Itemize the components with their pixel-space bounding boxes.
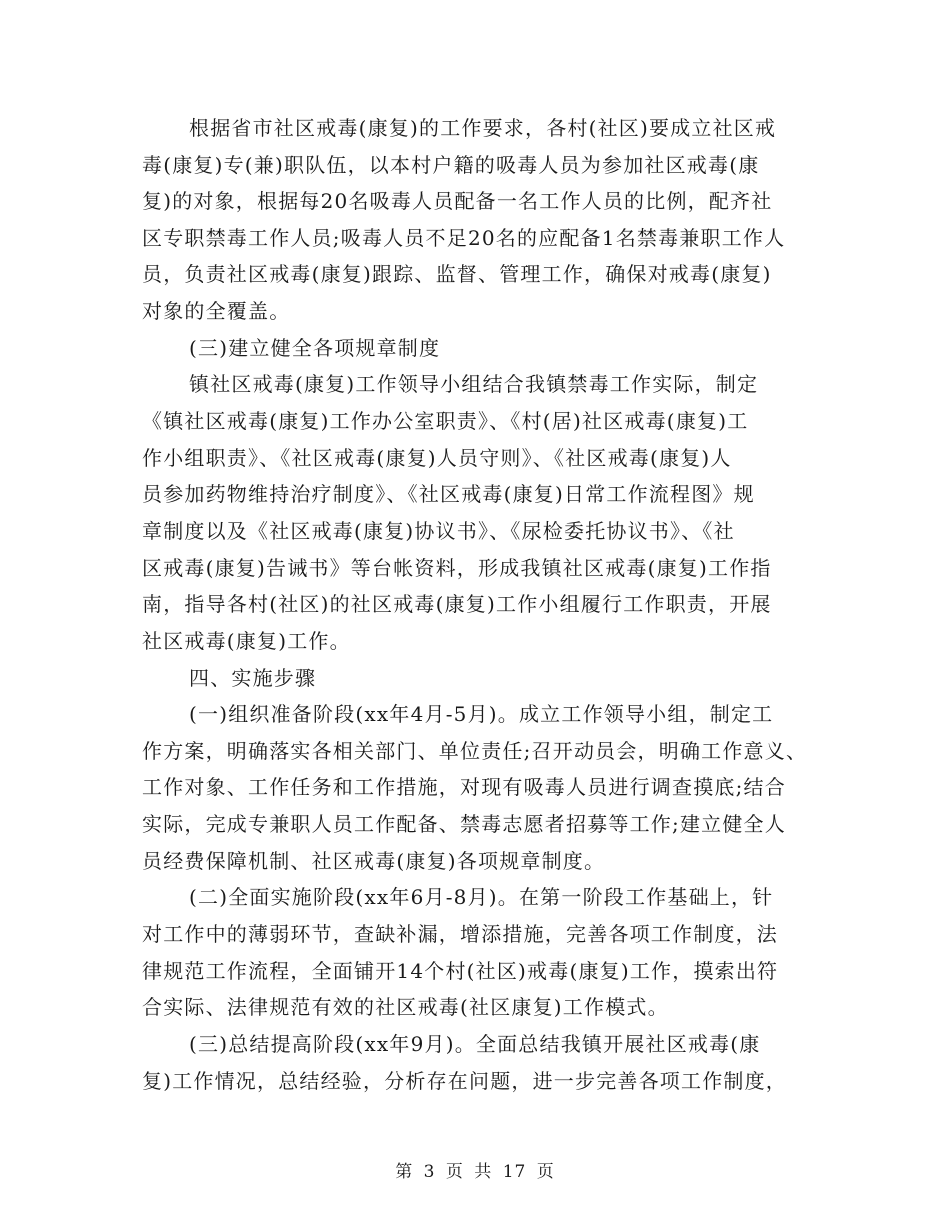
paragraph-line: 根据省市社区戒毒(康复)的工作要求，各村(社区)要成立社区戒: [189, 116, 777, 140]
section-heading: (三)建立健全各项规章制度: [189, 336, 441, 360]
paragraph-line: 南，指导各村(社区)的社区戒毒(康复)工作小组履行工作职责，开展: [142, 592, 772, 616]
page-number-footer: 第 3 页 共 17 页: [395, 1162, 555, 1182]
paragraph-line: 作小组职责》、《社区戒毒(康复)人员守则》、《社区戒毒(康复)人: [142, 446, 732, 470]
paragraph-line: 实际，完成专兼职人员工作配备、禁毒志愿者招募等工作;建立健全人: [142, 812, 786, 836]
paragraph-line: 员，负责社区戒毒(康复)跟踪、监督、管理工作，确保对戒毒(康复): [142, 262, 772, 286]
paragraph-line: 工作对象、工作任务和工作措施，对现有吸毒人员进行调查摸底;结合: [142, 775, 786, 799]
paragraph-line: 毒(康复)专(兼)职队伍，以本村户籍的吸毒人员为参加社区戒毒(康: [142, 153, 760, 177]
paragraph-line: (一)组织准备阶段(xx年4月-5月)。成立工作领导小组，制定工: [189, 702, 774, 726]
paragraph-line: 章制度以及《社区戒毒(康复)协议书》、《尿检委托协议书》、《社: [142, 519, 735, 543]
paragraph-line: 对工作中的薄弱环节，查缺补漏，增添措施，完善各项工作制度，法: [142, 922, 778, 946]
paragraph-line: 《镇社区戒毒(康复)工作办公室职责》、《村(居)社区戒毒(康复)工: [142, 409, 749, 433]
paragraph-line: 区戒毒(康复)告诫书》等台帐资料，形成我镇社区戒毒(康复)工作指: [142, 556, 772, 580]
section-heading: 四、实施步骤: [189, 666, 317, 690]
paragraph-line: 作方案，明确落实各相关部门、单位责任;召开动员会，明确工作意义、: [142, 739, 808, 763]
paragraph-line: 律规范工作流程，全面铺开14个村(社区)戒毒(康复)工作，摸索出符: [142, 959, 779, 983]
paragraph-line: 复)的对象，根据每20名吸毒人员配备一名工作人员的比例，配齐社: [142, 189, 773, 213]
paragraph-line: (三)总结提高阶段(xx年9月)。全面总结我镇开展社区戒毒(康: [189, 1032, 761, 1056]
paragraph-line: 区专职禁毒工作人员;吸毒人员不足20名的应配备1名禁毒兼职工作人: [142, 226, 786, 250]
paragraph-line: 社区戒毒(康复)工作。: [142, 629, 351, 653]
paragraph-line: 镇社区戒毒(康复)工作领导小组结合我镇禁毒工作实际，制定: [189, 372, 759, 396]
paragraph-line: 对象的全覆盖。: [142, 299, 291, 323]
paragraph-line: 员参加药物维持治疗制度》、《社区戒毒(康复)日常工作流程图》规: [142, 482, 755, 506]
paragraph-line: 合实际、法律规范有效的社区戒毒(社区康复)工作模式。: [142, 995, 669, 1019]
paragraph-line: 员经费保障机制、社区戒毒(康复)各项规章制度。: [142, 849, 606, 873]
paragraph-line: (二)全面实施阶段(xx年6月-8月)。在第一阶段工作基础上，针: [189, 885, 774, 909]
paragraph-line: 复)工作情况，总结经验，分析存在问题，进一步完善各项工作制度，: [142, 1069, 788, 1093]
